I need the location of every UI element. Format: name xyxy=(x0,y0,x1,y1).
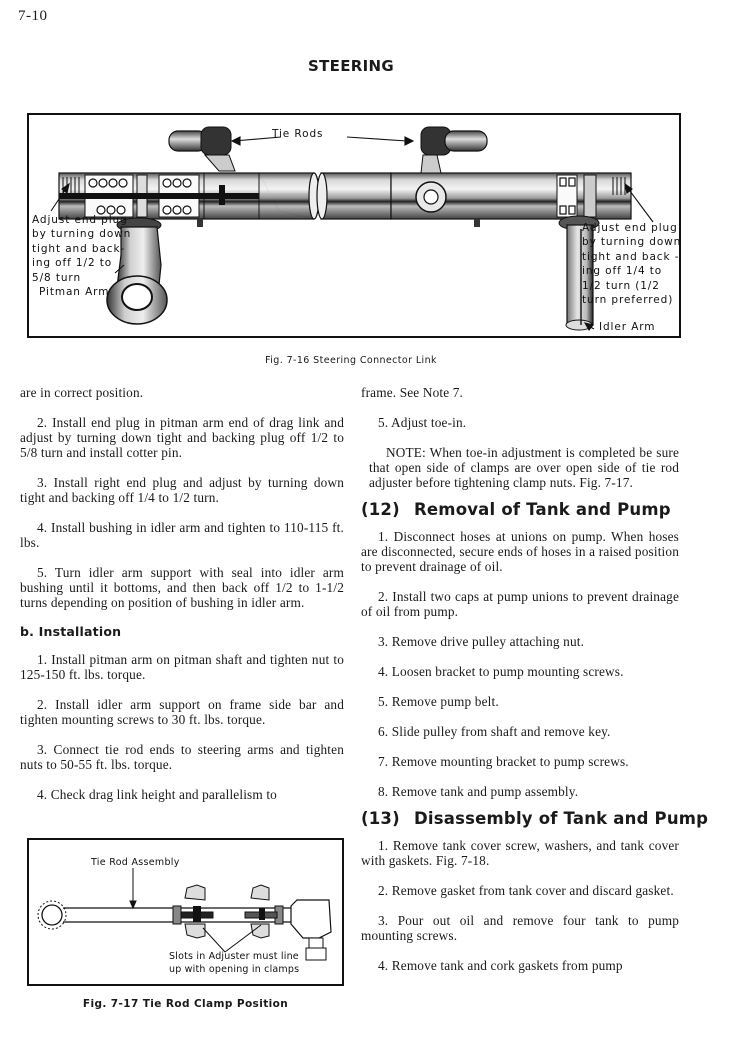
left-column xyxy=(20,385,344,802)
installation-step-2: 2. Install idler arm support on frame side bar and tighten mounting screws to 30 ft. lbs. torque. xyxy=(20,697,344,727)
installation-step-3: 3. Connect tie rod ends to steering arms and tighten nuts to 50-55 ft. lbs. torque. xyxy=(20,742,344,772)
figure-7-17-caption: Fig. 7-17 Tie Rod Clamp Position xyxy=(82,998,289,1010)
section-12-step-3: 3. Remove drive pulley attaching nut. xyxy=(378,634,585,649)
section-12-step-5: 5. Remove pump belt. xyxy=(378,694,499,709)
section-12-step-8: 8. Remove tank and pump assembly. xyxy=(378,784,579,799)
figure-7-16-caption: Fig. 7-16 Steering Connector Link xyxy=(265,355,437,366)
clamp-left xyxy=(181,885,213,938)
section-13-number: (13) xyxy=(361,809,400,828)
section-12-number: (12) xyxy=(361,500,400,519)
label-tie-rods: Tie Rods xyxy=(272,128,324,140)
right-column xyxy=(361,385,709,973)
label-idler-arm: Idler Arm xyxy=(599,321,656,333)
step-adjust-toe-in: 5. Adjust toe-in. xyxy=(378,415,467,430)
section-13-heading xyxy=(361,809,709,828)
paragraph-continuation: are in correct position. xyxy=(20,385,144,400)
section-13-step-3: 3. Pour out oil and remove four tank to pump mounting screws. xyxy=(361,913,679,943)
removal-step-2: 2. Install end plug in pitman arm end of drag link and adjust by turning down tight and backing plug off 1/2 to 5/8 turn and install cotter pin. xyxy=(20,415,344,460)
section-12-title: Removal of Tank and Pump xyxy=(414,500,671,519)
figure-steering-connector-link xyxy=(27,113,681,338)
removal-step-5: 5. Turn idler arm support with seal into idler arm bushing until it bottoms, and then back off 1/2 to 1-1/2 turns depending on position of bushing in idler arm. xyxy=(20,565,344,610)
section-12-step-4: 4. Loosen bracket to pump mounting screws. xyxy=(378,664,624,679)
toe-in-note: NOTE: When toe-in adjustment is completed be sure that open side of clamps are over open side of tie rod adjuster before tightening clamp nuts. Fig. 7-17. xyxy=(369,445,679,490)
clamp-right xyxy=(245,885,277,938)
section-12-heading xyxy=(361,502,679,517)
tie-rod-left xyxy=(169,127,235,171)
page-number: 7-10 xyxy=(18,8,48,24)
label-right-end-plug-note: Adjust end plug by turning down tight and back - ing off 1/4 to 1/2 turn (1/2 turn preferred) xyxy=(582,222,682,307)
section-13-step-1: 1. Remove tank cover screw, washers, and tank cover with gaskets. Fig. 7-18. xyxy=(361,838,679,868)
section-12-step-2: 2. Install two caps at pump unions to prevent drainage of oil from pump. xyxy=(361,589,679,619)
figure-tie-rod-clamp-position xyxy=(27,838,344,986)
section-12-step-6: 6. Slide pulley from shaft and remove key. xyxy=(378,724,611,739)
installation-step-1: 1. Install pitman arm on pitman shaft and tighten nut to 125-150 ft. lbs. torque. xyxy=(20,652,344,682)
installation-step-4: 4. Check drag link height and parallelism to xyxy=(37,787,277,802)
removal-step-4: 4. Install bushing in idler arm and tighten to 110-115 ft. lbs. xyxy=(20,520,344,550)
section-13-step-2: 2. Remove gasket from tank cover and discard gasket. xyxy=(378,883,674,898)
removal-step-3: 3. Install right end plug and adjust by turning down tight and backing off 1/4 to 1/2 turn. xyxy=(20,475,344,505)
drag-link-middle-section xyxy=(317,173,391,219)
label-pitman-arm: Pitman Arm xyxy=(39,286,110,298)
section-12-step-7: 7. Remove mounting bracket to pump screws. xyxy=(378,754,629,769)
section-12-step-1: 1. Disconnect hoses at unions on pump. When hoses are disconnected, secure ends of hoses in a raised position to prevent drainage of oil. xyxy=(361,529,679,574)
section-title: STEERING xyxy=(308,57,394,75)
label-left-end-plug-note: Adjust end plug by turning down tight and back- ing off 1/2 to 5/8 turn xyxy=(32,214,132,284)
paragraph-continuation-right: frame. See Note 7. xyxy=(361,385,464,400)
label-slots-note: Slots in Adjuster must line up with opening in clamps xyxy=(169,951,300,975)
tie-rod-right xyxy=(421,127,487,173)
section-13-step-4: 4. Remove tank and cork gaskets from pump xyxy=(378,958,623,973)
installation-heading: b. Installation xyxy=(20,624,122,639)
label-tie-rod-assembly: Tie Rod Assembly xyxy=(91,857,180,868)
section-13-title: Disassembly of Tank and Pump xyxy=(414,809,709,828)
